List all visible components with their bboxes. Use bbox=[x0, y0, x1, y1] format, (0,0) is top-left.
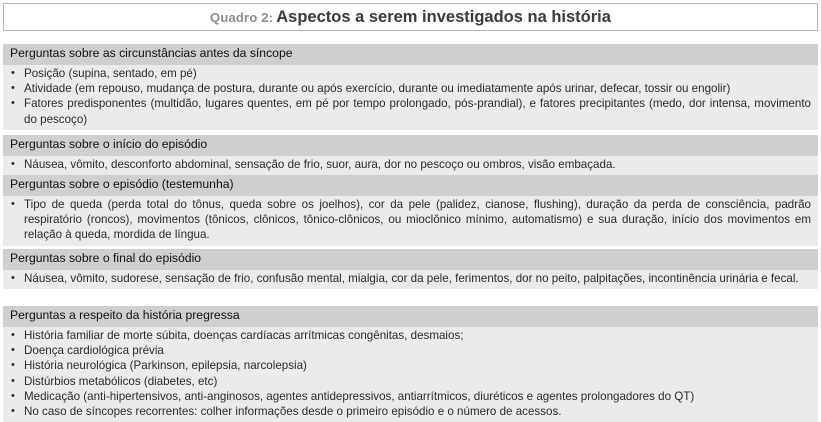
section-body bbox=[3, 156, 818, 175]
bullet-icon: • bbox=[11, 198, 15, 210]
list-item: • Doença cardiológica prévia bbox=[11, 344, 164, 358]
section-witness bbox=[3, 175, 818, 246]
bullet-icon: • bbox=[11, 158, 15, 170]
section-heading: Perguntas sobre as circunstâncias antes da síncope bbox=[3, 44, 818, 65]
bullet-icon: • bbox=[11, 389, 15, 402]
table-frame bbox=[3, 3, 818, 418]
bullet-icon: • bbox=[11, 67, 15, 79]
table-title-bar bbox=[3, 3, 818, 31]
item-list bbox=[10, 328, 811, 419]
item-list bbox=[10, 271, 811, 286]
table-title: Aspectos a serem investigados na história bbox=[276, 7, 611, 26]
item-list bbox=[10, 197, 811, 243]
section-onset bbox=[3, 135, 818, 175]
bullet-icon: • bbox=[11, 97, 15, 110]
list-item: • No caso de síncopes recorrentes: colher informações desde o primeiro episódio e o número de acessos. bbox=[11, 405, 562, 419]
list-item: • Atividade (em repouso, mudança de postura, durante ou após exercício, durante ou imediatamente após urinar, defecar, tossir ou engolir) bbox=[11, 82, 731, 96]
list-item: • História neurológica (Parkinson, epilepsia, narcolepsia) bbox=[11, 359, 307, 373]
section-history bbox=[3, 306, 818, 422]
list-item: • Fatores predisponentes (multidão, lugares quentes, em pé por tempo prolongado, pós-prandial), e fatores precipitantes (medo, dor intensa, movimento do pescoço) bbox=[11, 97, 811, 126]
item-list bbox=[10, 66, 811, 127]
table-title-prefix: Quadro 2: bbox=[210, 9, 274, 25]
bullet-icon: • bbox=[11, 272, 15, 284]
list-item: • História familiar de morte súbita, doenças cardíacas arrítmicas congênitas, desmaios; bbox=[11, 329, 464, 342]
list-item: • Tipo de queda (perda total do tônus, queda sobre os joelhos), cor da pele (palidez, cianose, flushing), duração da perda de consciência, padrão respiratório (roncos), movimentos (tônicos, clônicos, tônico-clônicos, ou mioclônico mínimo, automatismo) e sua duração, início dos movimentos em relação à queda, mordida de língua. bbox=[11, 198, 811, 242]
section-before-syncope bbox=[3, 44, 818, 130]
list-item: • Náusea, vômito, sudorese, sensação de frio, confusão mental, mialgia, cor da pele, ferimentos, dor no peito, palpitações, incontinência urinária e fecal. bbox=[11, 272, 799, 285]
item-list bbox=[10, 157, 811, 172]
section-body bbox=[3, 65, 818, 130]
section-heading: Perguntas sobre o episódio (testemunha) bbox=[3, 175, 818, 196]
section-heading: Perguntas sobre o final do episódio bbox=[3, 249, 818, 270]
bullet-icon: • bbox=[11, 82, 15, 95]
bullet-icon: • bbox=[11, 405, 15, 418]
list-item: • Distúrbios metabólicos (diabetes, etc) bbox=[11, 374, 218, 388]
bullet-icon: • bbox=[11, 359, 15, 372]
section-body bbox=[3, 327, 818, 422]
section-body bbox=[3, 270, 818, 289]
section-end bbox=[3, 249, 818, 289]
list-item: • Posição (supina, sentado, em pé) bbox=[11, 67, 197, 80]
section-body bbox=[3, 196, 818, 246]
section-heading: Perguntas sobre o início do episódio bbox=[3, 135, 818, 156]
bullet-icon: • bbox=[11, 329, 15, 341]
bullet-icon: • bbox=[11, 374, 15, 387]
bullet-icon: • bbox=[11, 344, 15, 357]
list-item: • Náusea, vômito, desconforto abdominal, sensação de frio, suor, aura, dor no pescoço ou ombros, visão embaçada. bbox=[11, 158, 616, 171]
list-item: • Medicação (anti-hipertensivos, anti-anginosos, agentes antidepressivos, antiarrítmicos, diuréticos e agentes prolongadores do QT) bbox=[11, 389, 695, 403]
section-heading: Perguntas a respeito da história pregressa bbox=[3, 306, 818, 327]
